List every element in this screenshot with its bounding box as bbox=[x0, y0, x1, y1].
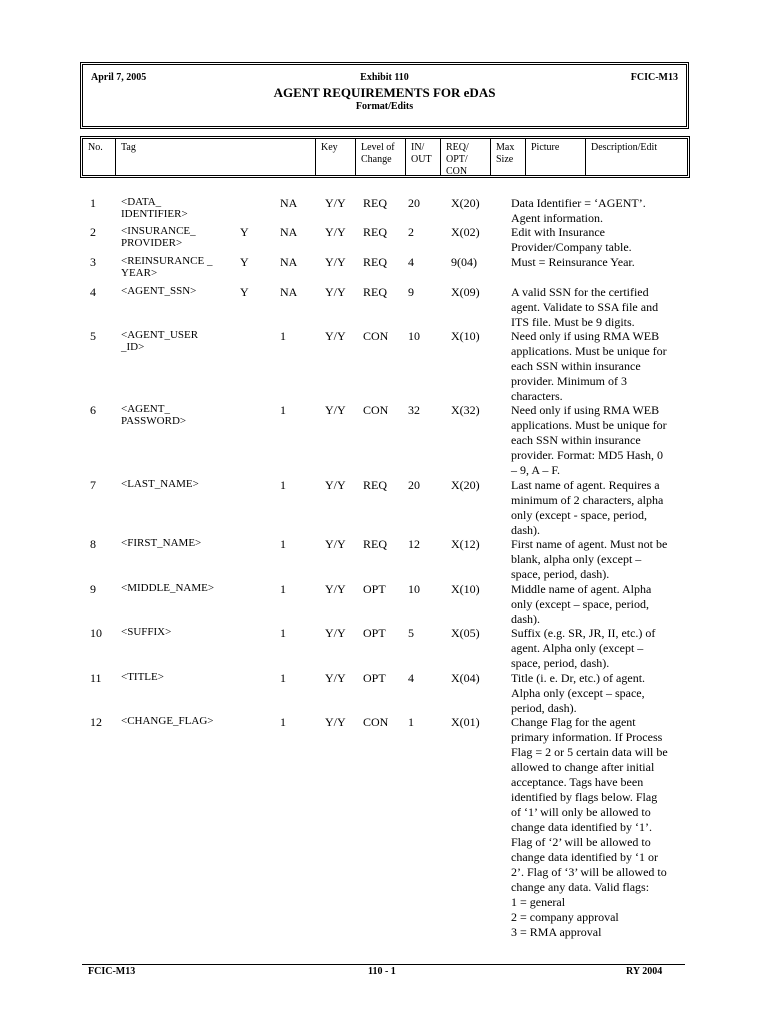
row-description: space, period, dash). bbox=[511, 656, 610, 670]
row-description: 2’. Flag of ‘3’ will be allowed to bbox=[511, 865, 667, 879]
document-title: AGENT REQUIREMENTS FOR eDAS bbox=[273, 85, 496, 100]
row-max-size: 10 bbox=[408, 329, 420, 343]
row-number: 9 bbox=[90, 582, 96, 596]
row-req: REQ bbox=[363, 255, 387, 269]
row-req: OPT bbox=[363, 582, 386, 596]
row-description: Suffix (e.g. SR, JR, II, etc.) of bbox=[511, 626, 656, 640]
row-description: each SSN within insurance bbox=[511, 433, 641, 447]
row-req: REQ bbox=[363, 196, 387, 210]
row-inout: Y/Y bbox=[325, 582, 346, 596]
row-level: NA bbox=[280, 255, 298, 269]
col-key: Key bbox=[315, 139, 355, 175]
row-max-size: 4 bbox=[408, 671, 414, 685]
row-number: 8 bbox=[90, 537, 96, 551]
row-level: 1 bbox=[280, 582, 286, 596]
row-description: 2 = company approval bbox=[511, 910, 619, 924]
row-description: allowed to change after initial bbox=[511, 760, 655, 774]
row-max-size: 2 bbox=[408, 225, 414, 239]
row-inout: Y/Y bbox=[325, 196, 346, 210]
row-level: NA bbox=[280, 196, 298, 210]
row-description: agent. Validate to SSA file and bbox=[511, 300, 659, 314]
row-tag: IDENTIFIER> bbox=[121, 208, 188, 220]
row-number: 2 bbox=[90, 225, 96, 239]
row-description: ITS file. Must be 9 digits. bbox=[511, 315, 635, 329]
document-subtitle: Format/Edits bbox=[355, 101, 414, 112]
row-tag: <FIRST_NAME> bbox=[121, 537, 202, 549]
row-picture: X(05) bbox=[451, 626, 480, 640]
row-tag: <REINSURANCE _ bbox=[121, 255, 213, 267]
row-max-size: 20 bbox=[408, 196, 420, 210]
row-description: Agent information. bbox=[511, 211, 603, 225]
row-level: NA bbox=[280, 225, 298, 239]
header-exhibit: Exhibit 110 bbox=[360, 72, 409, 83]
row-description: only (except – space, period, bbox=[511, 597, 649, 611]
row-description: – 9, A – F. bbox=[511, 463, 561, 477]
document-header bbox=[82, 64, 687, 127]
row-number: 1 bbox=[90, 196, 96, 210]
row-description: Need only if using RMA WEB bbox=[511, 403, 660, 417]
row-level: 1 bbox=[280, 329, 286, 343]
row-number: 11 bbox=[90, 671, 102, 685]
col-inout: IN/ OUT bbox=[405, 139, 440, 175]
row-picture: 9(04) bbox=[451, 255, 477, 269]
row-description: Data Identifier = ‘AGENT’. bbox=[511, 196, 646, 210]
row-tag: _ID> bbox=[121, 341, 145, 353]
row-max-size: 1 bbox=[408, 715, 414, 729]
row-level: 1 bbox=[280, 537, 286, 551]
row-level: NA bbox=[280, 285, 298, 299]
row-inout: Y/Y bbox=[325, 671, 346, 685]
row-picture: X(09) bbox=[451, 285, 480, 299]
row-picture: X(10) bbox=[451, 582, 480, 596]
row-description: change any data. Valid flags: bbox=[511, 880, 650, 894]
row-req: REQ bbox=[363, 225, 387, 239]
row-max-size: 20 bbox=[408, 478, 420, 492]
row-tag: PROVIDER> bbox=[121, 237, 183, 249]
row-description: minimum of 2 characters, alpha bbox=[511, 493, 664, 507]
row-description: change data identified by ‘1 or bbox=[511, 850, 658, 864]
row-picture: X(12) bbox=[451, 537, 480, 551]
row-inout: Y/Y bbox=[325, 225, 346, 239]
row-max-size: 5 bbox=[408, 626, 414, 640]
row-req: REQ bbox=[363, 478, 387, 492]
footer-page: 110 - 1 bbox=[368, 966, 396, 977]
row-key: Y bbox=[240, 225, 249, 239]
row-number: 7 bbox=[90, 478, 96, 492]
row-max-size: 4 bbox=[408, 255, 414, 269]
row-description: provider. Minimum of 3 bbox=[511, 374, 627, 388]
row-inout: Y/Y bbox=[325, 403, 346, 417]
row-description: each SSN within insurance bbox=[511, 359, 641, 373]
row-description: Last name of agent. Requires a bbox=[511, 478, 660, 492]
row-level: 1 bbox=[280, 671, 286, 685]
row-tag: PASSWORD> bbox=[121, 415, 187, 427]
row-description: Need only if using RMA WEB bbox=[511, 329, 660, 343]
row-description: applications. Must be unique for bbox=[511, 344, 667, 358]
col-req: REQ/ OPT/ CON bbox=[440, 139, 490, 175]
row-description: space, period, dash). bbox=[511, 567, 610, 581]
row-req: OPT bbox=[363, 626, 386, 640]
row-description: applications. Must be unique for bbox=[511, 418, 667, 432]
footer-right: RY 2004 bbox=[626, 966, 663, 977]
row-picture: X(02) bbox=[451, 225, 480, 239]
row-req: OPT bbox=[363, 671, 386, 685]
row-inout: Y/Y bbox=[325, 715, 346, 729]
row-inout: Y/Y bbox=[325, 285, 346, 299]
row-description: Flag of ‘2’ will be allowed to bbox=[511, 835, 651, 849]
row-picture: X(10) bbox=[451, 329, 480, 343]
row-max-size: 9 bbox=[408, 285, 414, 299]
row-tag: <AGENT_ bbox=[121, 403, 170, 415]
col-tag: Tag bbox=[115, 139, 315, 175]
row-tag: <CHANGE_FLAG> bbox=[121, 715, 214, 727]
row-description: period, dash). bbox=[511, 701, 577, 715]
row-level: 1 bbox=[280, 715, 286, 729]
col-level: Level of Change bbox=[355, 139, 405, 175]
col-no: No. bbox=[88, 142, 103, 153]
row-number: 3 bbox=[90, 255, 96, 269]
row-description: Middle name of agent. Alpha bbox=[511, 582, 652, 596]
row-picture: X(20) bbox=[451, 196, 480, 210]
row-level: 1 bbox=[280, 403, 286, 417]
row-description: Provider/Company table. bbox=[511, 240, 632, 254]
row-level: 1 bbox=[280, 626, 286, 640]
row-tag: <LAST_NAME> bbox=[121, 478, 199, 490]
row-max-size: 12 bbox=[408, 537, 420, 551]
row-picture: X(01) bbox=[451, 715, 480, 729]
row-tag: <SUFFIX> bbox=[121, 626, 172, 638]
row-description: Alpha only (except – space, bbox=[511, 686, 645, 700]
col-desc: Description/Edit bbox=[585, 139, 687, 175]
row-description: A valid SSN for the certified bbox=[511, 285, 649, 299]
table-header bbox=[82, 138, 688, 176]
row-tag: YEAR> bbox=[121, 267, 158, 279]
row-inout: Y/Y bbox=[325, 478, 346, 492]
row-number: 10 bbox=[90, 626, 102, 640]
row-number: 6 bbox=[90, 403, 96, 417]
row-tag: <AGENT_SSN> bbox=[121, 285, 197, 297]
row-description: primary information. If Process bbox=[511, 730, 663, 744]
row-description: blank, alpha only (except – bbox=[511, 552, 642, 566]
footer-rule bbox=[82, 964, 685, 965]
row-description: dash). bbox=[511, 612, 540, 626]
row-inout: Y/Y bbox=[325, 255, 346, 269]
row-inout: Y/Y bbox=[325, 329, 346, 343]
row-picture: X(04) bbox=[451, 671, 480, 685]
row-key: Y bbox=[240, 255, 249, 269]
row-req: CON bbox=[363, 403, 389, 417]
row-req: CON bbox=[363, 715, 389, 729]
row-description: Flag = 2 or 5 certain data will be bbox=[511, 745, 668, 759]
row-description: 1 = general bbox=[511, 895, 566, 909]
row-picture: X(32) bbox=[451, 403, 480, 417]
row-max-size: 10 bbox=[408, 582, 420, 596]
footer-left: FCIC-M13 bbox=[88, 966, 136, 977]
row-description: of ‘1’ will only be allowed to bbox=[511, 805, 651, 819]
row-tag: <INSURANCE_ bbox=[121, 225, 196, 237]
row-tag: <TITLE> bbox=[121, 671, 164, 683]
row-description: provider. Format: MD5 Hash, 0 bbox=[511, 448, 663, 462]
row-description: only (except - space, period, bbox=[511, 508, 647, 522]
row-tag: <DATA_ bbox=[121, 196, 162, 208]
row-description: change data identified by ‘1’. bbox=[511, 820, 652, 834]
col-picture: Picture bbox=[525, 139, 585, 175]
row-description: acceptance. Tags have been bbox=[511, 775, 644, 789]
row-number: 4 bbox=[90, 285, 96, 299]
row-tag: <MIDDLE_NAME> bbox=[121, 582, 215, 594]
row-description: agent. Alpha only (except – bbox=[511, 641, 644, 655]
row-req: CON bbox=[363, 329, 389, 343]
row-description: Change Flag for the agent bbox=[511, 715, 636, 729]
header-code: FCIC-M13 bbox=[630, 72, 678, 83]
row-description: dash). bbox=[511, 523, 540, 537]
row-tag: <AGENT_USER bbox=[121, 329, 199, 341]
row-description: First name of agent. Must not be bbox=[511, 537, 668, 551]
row-max-size: 32 bbox=[408, 403, 420, 417]
row-description: characters. bbox=[511, 389, 563, 403]
row-description: Title (i. e. Dr, etc.) of agent. bbox=[511, 671, 646, 685]
col-max: Max Size bbox=[490, 139, 525, 175]
row-req: REQ bbox=[363, 537, 387, 551]
row-inout: Y/Y bbox=[325, 537, 346, 551]
row-level: 1 bbox=[280, 478, 286, 492]
row-inout: Y/Y bbox=[325, 626, 346, 640]
row-key: Y bbox=[240, 285, 249, 299]
row-picture: X(20) bbox=[451, 478, 480, 492]
row-description: Edit with Insurance bbox=[511, 225, 605, 239]
row-description: 3 = RMA approval bbox=[511, 925, 602, 939]
header-date: April 7, 2005 bbox=[91, 72, 147, 83]
row-number: 5 bbox=[90, 329, 96, 343]
row-description: identified by flags below. Flag bbox=[511, 790, 658, 804]
row-number: 12 bbox=[90, 715, 102, 729]
row-description: Must = Reinsurance Year. bbox=[511, 255, 635, 269]
row-req: REQ bbox=[363, 285, 387, 299]
